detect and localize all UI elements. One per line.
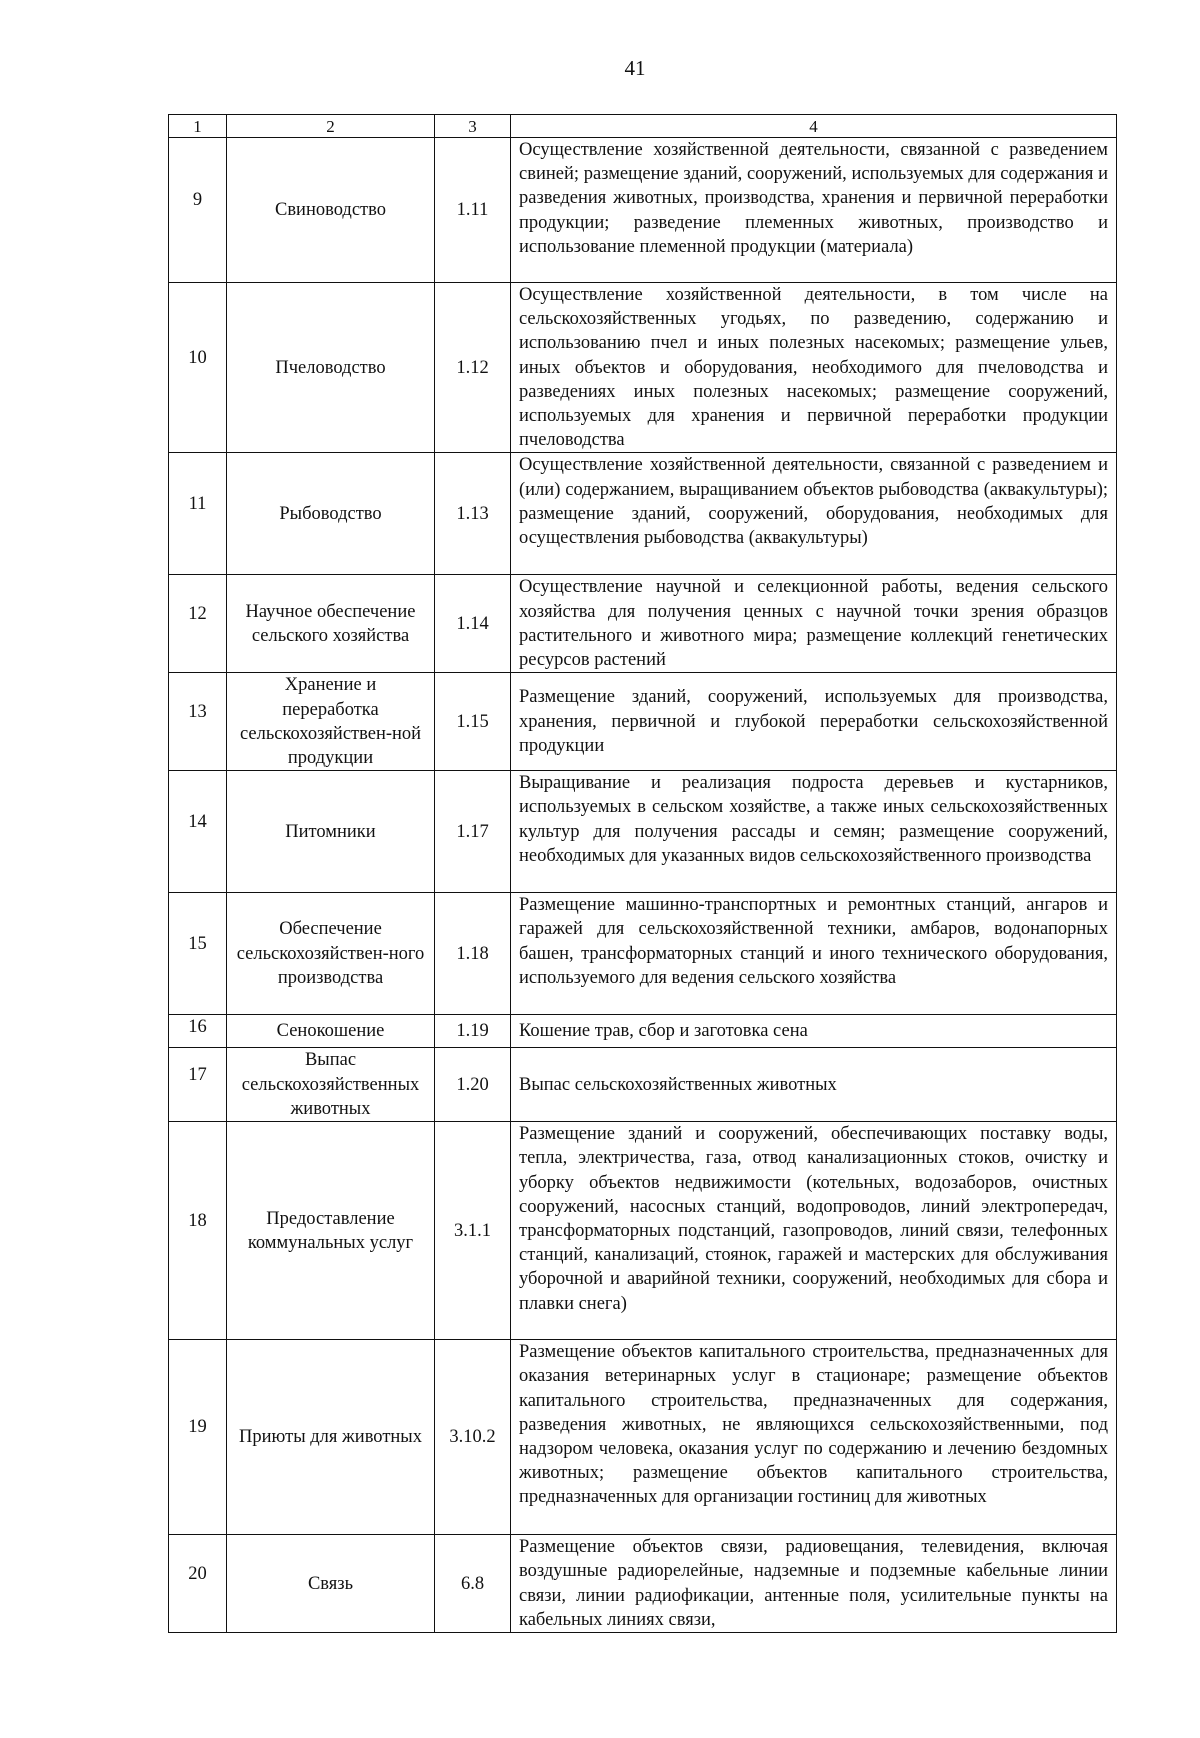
- row-code: 3.10.2: [435, 1340, 511, 1535]
- row-description: Осуществление хозяйственной деятельности, связанной с разведением и (или) содержанием, выращиванием объектов рыбоводства (аквакультуры); размещение зданий, сооружений, оборудования, необходимых для осуществления рыбоводства (аквакультуры): [511, 453, 1117, 575]
- row-code: 1.12: [435, 283, 511, 453]
- table-row: [169, 138, 1117, 283]
- row-code: 1.14: [435, 575, 511, 673]
- row-number: 19: [188, 1417, 207, 1438]
- row-name: Связь: [227, 1535, 435, 1633]
- row-code: 1.17: [435, 771, 511, 893]
- row-name: Питомники: [227, 771, 435, 893]
- row-code: 1.15: [435, 673, 511, 771]
- row-name: Приюты для животных: [227, 1340, 435, 1535]
- row-description: Осуществление хозяйственной деятельности, в том числе на сельскохозяйственных угодьях, по разведению, содержанию и использованию пчел и иных полезных насекомых; размещение ульев, иных объектов и оборудования, необходимого для пчеловодства и разведениях иных полезных насекомых; размещение сооружений, используемых для хранения и первичной переработки продукции пчеловодства: [511, 283, 1117, 453]
- table-row: [169, 893, 1117, 1015]
- row-description: Осуществление хозяйственной деятельности, связанной с разведением свиней; размещение зданий, сооружений, используемых для содержания и разведения животных, производства, хранения и первичной переработки продукции; разведение племенных животных, производство и использование племенной продукции (материала): [511, 138, 1117, 283]
- row-code: 1.18: [435, 893, 511, 1015]
- row-number: 17: [188, 1064, 207, 1085]
- table-row: [169, 1340, 1117, 1535]
- row-name: Сенокошение: [227, 1015, 435, 1048]
- land-use-table: [168, 114, 1117, 1633]
- row-number: 14: [188, 811, 207, 832]
- row-name: Предоставление коммунальных услуг: [227, 1122, 435, 1340]
- row-name: Свиноводство: [227, 138, 435, 283]
- row-description: Кошение трав, сбор и заготовка сена: [511, 1015, 1117, 1048]
- row-description: Размещение объектов связи, радиовещания, телевидения, включая воздушные радиорелейные, надземные и подземные кабельные линии связи, линии радиофикации, антенные поля, усилительные пункты на кабельных линиях связи,: [511, 1535, 1117, 1633]
- row-description: Размещение объектов капитального строительства, предназначенных для оказания ветеринарных услуг в стационаре; размещение объектов капитального строительства, предназначенных для содержания, разведения животных, не являющихся сельскохозяйственными, под надзором человека, оказания услуг по содержанию и лечению бездомных животных; размещение объектов капитального строительства, предназначенных для организации гостиниц для животных: [511, 1340, 1117, 1535]
- table-row: [169, 1048, 1117, 1122]
- row-code: 1.13: [435, 453, 511, 575]
- table-row: [169, 1535, 1117, 1633]
- row-description: Выпас сельскохозяйственных животных: [511, 1048, 1117, 1122]
- row-number: 12: [188, 603, 207, 624]
- row-name: Пчеловодство: [227, 283, 435, 453]
- row-number: 9: [192, 189, 203, 210]
- row-code: 1.20: [435, 1048, 511, 1122]
- row-name: Рыбоводство: [227, 453, 435, 575]
- page-number: 41: [624, 56, 646, 80]
- row-description: Размещение зданий, сооружений, используемых для производства, хранения, первичной и глубокой переработки сельскохозяйственной продукции: [511, 673, 1117, 771]
- row-code: 3.1.1: [435, 1122, 511, 1340]
- table-row: [169, 771, 1117, 893]
- row-number: 13: [188, 701, 207, 722]
- row-description: Выращивание и реализация подроста деревьев и кустарников, используемых в сельском хозяйстве, а также иных сельскохозяйственных культур для получения рассады и семян; размещение сооружений, необходимых для указанных видов сельскохозяйственного производства: [511, 771, 1117, 893]
- row-code: 1.19: [435, 1015, 511, 1048]
- table-header-row: [169, 115, 1117, 138]
- table-row: [169, 283, 1117, 453]
- table-row: [169, 575, 1117, 673]
- row-number: 11: [188, 493, 207, 514]
- table-row: [169, 1015, 1117, 1048]
- row-code: 6.8: [435, 1535, 511, 1633]
- header-col-3: 3: [435, 115, 511, 138]
- row-description: Размещение зданий и сооружений, обеспечивающих поставку воды, тепла, электричества, газа, отвод канализационных стоков, очистку и уборку объектов недвижимости (котельных, водозаборов, очистных сооружений, насосных станций, водопроводов, линий электропередач, трансформаторных подстанций, газопроводов, линий связи, телефонных станций, канализаций, стоянок, гаражей и мастерских для обслуживания уборочной и аварийной техники, сооружений, необходимых для сбора и плавки снега): [511, 1122, 1117, 1340]
- row-number: 20: [188, 1563, 207, 1584]
- row-description: Размещение машинно-транспортных и ремонтных станций, ангаров и гаражей для сельскохозяйственной техники, амбаров, водонапорных башен, трансформаторных станций и иного технического оборудования, используемого для ведения сельского хозяйства: [511, 893, 1117, 1015]
- row-code: 1.11: [435, 138, 511, 283]
- table-row: [169, 673, 1117, 771]
- header-col-4: 4: [511, 115, 1117, 138]
- row-description: Осуществление научной и селекционной работы, ведения сельского хозяйства для получения ценных с научной точки зрения образцов растительного и животного мира; размещение коллекций генетических ресурсов растений: [511, 575, 1117, 673]
- row-number: 10: [188, 347, 207, 368]
- table-row: [169, 453, 1117, 575]
- header-col-1: 1: [169, 115, 227, 138]
- row-number: 18: [188, 1210, 207, 1231]
- row-number: 15: [188, 933, 207, 954]
- table-row: [169, 1122, 1117, 1340]
- row-name: Выпас сельскохозяйственных животных: [227, 1048, 435, 1122]
- row-name: Хранение и переработка сельскохозяйствен-ной продукции: [227, 673, 435, 771]
- row-name: Обеспечение сельскохозяйствен-ного производства: [227, 893, 435, 1015]
- row-name: Научное обеспечение сельского хозяйства: [227, 575, 435, 673]
- header-col-2: 2: [227, 115, 435, 138]
- row-number: 16: [188, 1017, 207, 1038]
